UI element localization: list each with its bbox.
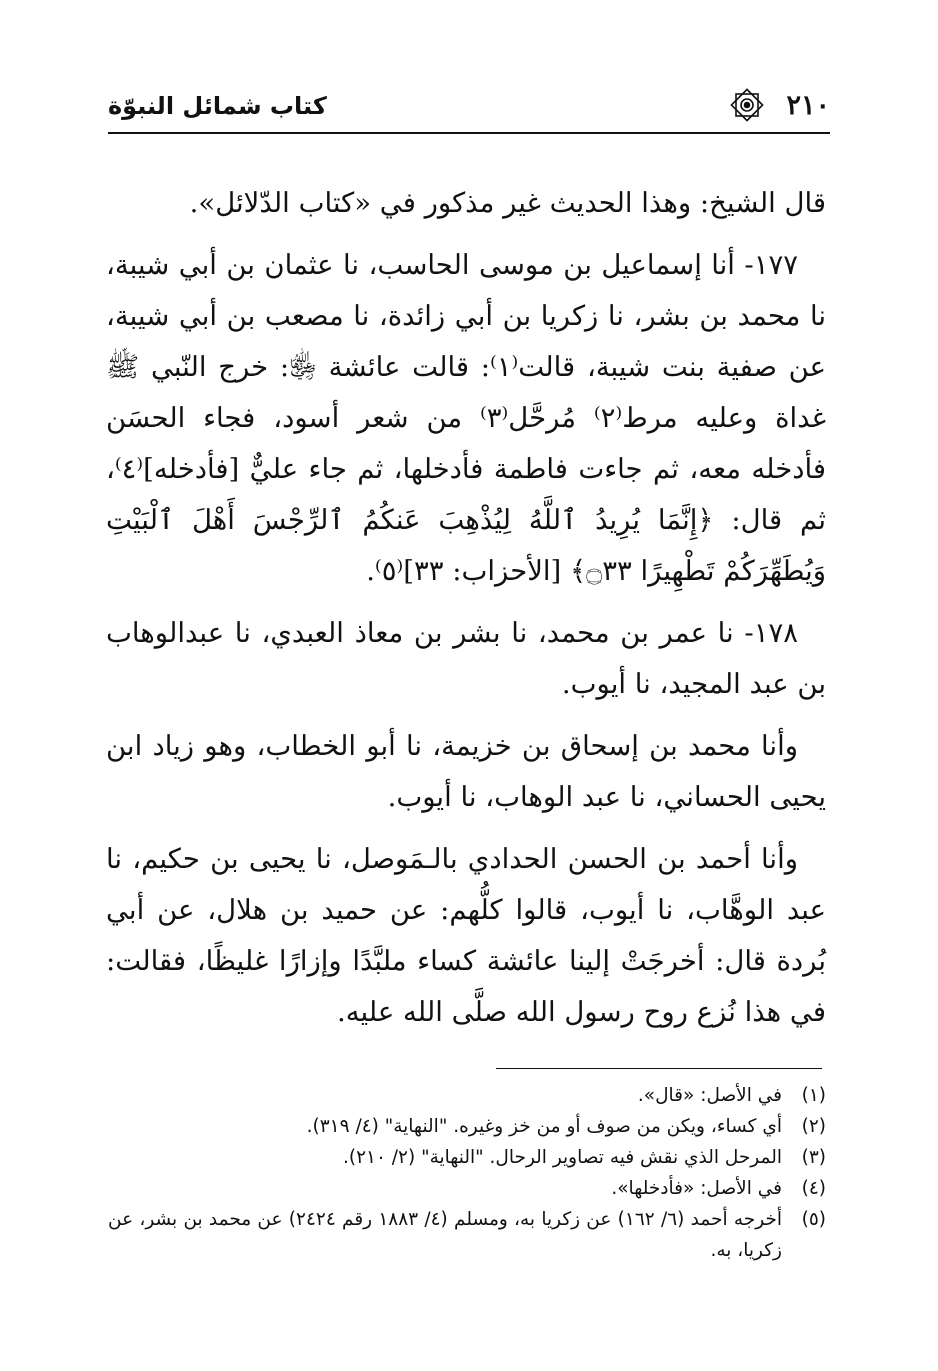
running-header bbox=[108, 84, 830, 134]
paragraph: وأنا أحمد بن الحسن الحدادي بالـمَوصل، نا يحيى بن حكيم، نا عبد الوهَّاب، نا أيوب، قالوا كلُّهم: عن حميد بن هلال، عن أبي بُردة قال: أخرجَتْ إلينا عائشة كساء ملبَّدًا وإزارًا غليظًا، فقالت: في هذا نُزع روح رسول الله صلَّى الله عليه. bbox=[106, 843, 826, 1028]
book-title: كتاب شمائل النبوّة bbox=[108, 92, 327, 120]
footnote bbox=[108, 1142, 826, 1173]
footnote bbox=[108, 1204, 826, 1266]
footnote-number: (٣) bbox=[801, 1147, 826, 1168]
hadith-177: ١٧٧- أنا إسماعيل بن موسى الحاسب، نا عثمان بن أبي شيبة، نا محمد بن بشر، نا زكريا بن أبي زائدة، نا مصعب بن أبي شيبة، عن صفية بنت شيبة، قالت⁽١⁾: قالت عائشة ﵂: خرج النّبي ﷺ غداة وعليه مرط⁽٢⁾ مُرحَّل⁽٣⁾ من شعر أسود، فجاء الحسَن فأدخله معه، ثم جاءت فاطمة فأدخلها، ثم جاء عليٌّ [فأدخله]⁽٤⁾، ثم قال: ﴿إِنَّمَا يُرِيدُ ٱللَّهُ لِيُذْهِبَ عَنكُمُ ٱلرِّجْسَ أَهْلَ ٱلْبَيْتِ وَيُطَهِّرَكُمْ تَطْهِيرًا ۝٣٣﴾ [الأحزاب: ٣٣]⁽٥⁾. bbox=[106, 249, 827, 587]
ornament-icon bbox=[730, 88, 764, 122]
footnote-text: أخرجه أحمد (٦/ ١٦٢) عن زكريا به، ومسلم (٤/ ١٨٨٣ رقم ٢٤٢٤) عن محمد بن بشر، عن زكريا، به. bbox=[108, 1209, 782, 1261]
footnote bbox=[108, 1173, 826, 1204]
footnote-text: المرحل الذي نقش فيه تصاوير الرحال. "النهاية" (٢/ ٢١٠). bbox=[342, 1147, 782, 1168]
footnote-number: (٥) bbox=[801, 1209, 826, 1230]
footnote bbox=[108, 1111, 826, 1142]
footnotes bbox=[108, 1080, 826, 1266]
footnote-text: أي كساء، ويكن من صوف أو من خز وغيره. "النهاية" (٤/ ٣١٩). bbox=[306, 1116, 782, 1137]
footnote-text: في الأصل: «فأدخلها». bbox=[611, 1178, 782, 1199]
footnote-text: في الأصل: «قال». bbox=[637, 1085, 782, 1106]
footnote-number: (٢) bbox=[801, 1116, 826, 1137]
paragraph: قال الشيخ: وهذا الحديث غير مذكور في «كتاب الدّلائل». bbox=[189, 187, 826, 219]
page-number: ٢١٠ bbox=[786, 90, 830, 121]
footnote-number: (٤) bbox=[801, 1178, 826, 1199]
main-text bbox=[106, 178, 826, 1049]
footnote bbox=[108, 1080, 826, 1111]
footnote-divider bbox=[496, 1068, 822, 1069]
paragraph: وأنا محمد بن إسحاق بن خزيمة، نا أبو الخطاب، وهو زياد ابن يحيى الحساني، نا عبد الوهاب، نا أيوب. bbox=[106, 730, 826, 813]
hadith-178: ١٧٨- نا عمر بن محمد، نا بشر بن معاذ العبدي، نا عبدالوهاب بن عبد المجيد، نا أيوب. bbox=[106, 617, 826, 700]
footnote-number: (١) bbox=[801, 1085, 826, 1106]
